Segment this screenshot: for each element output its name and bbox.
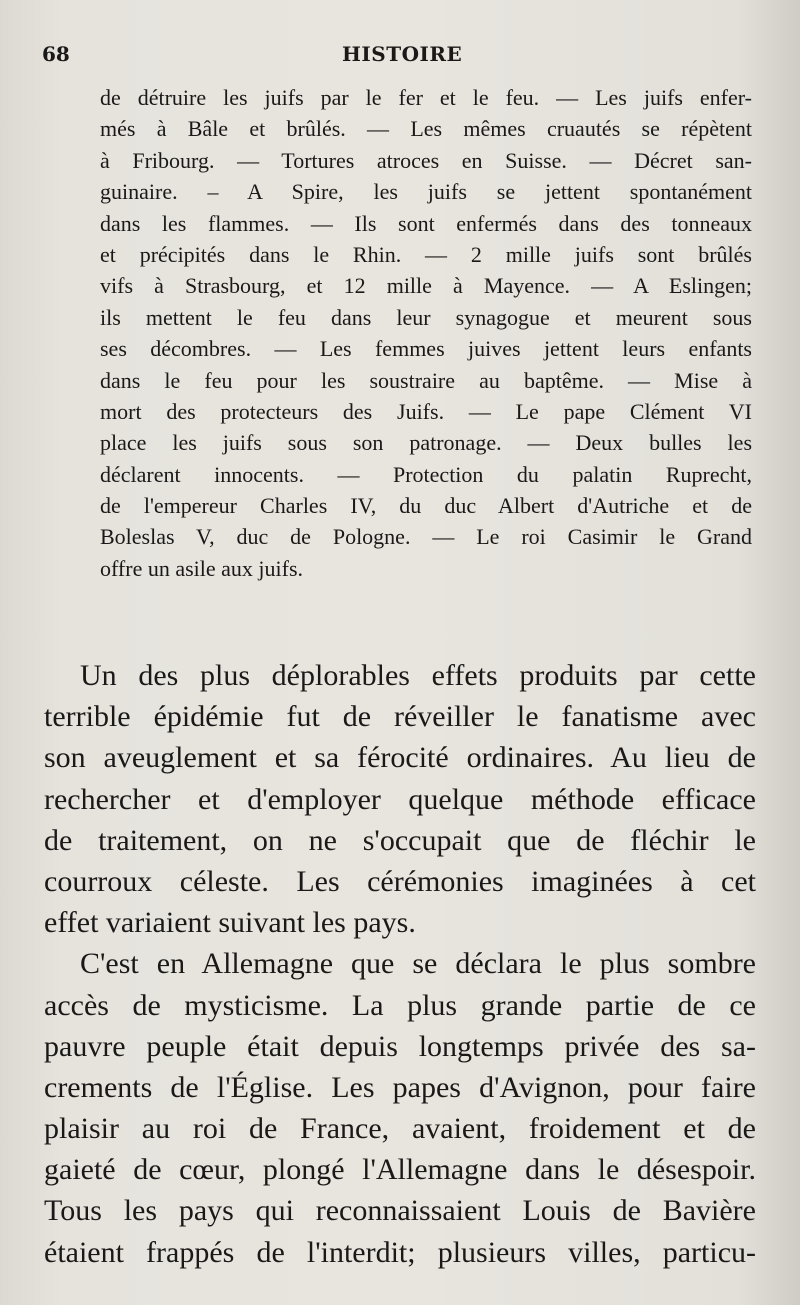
paragraph-line: Tous les pays qui reconnaissaient Louis de Bavière <box>44 1194 756 1228</box>
summary-line: de l'empereur Charles IV, du duc Albert d'Autriche et de <box>100 493 752 519</box>
summary-line: Boleslas V, duc de Pologne. — Le roi Casimir le Grand <box>100 524 752 550</box>
summary-line: dans les flammes. — Ils sont enfermés dans des tonneaux <box>100 210 752 236</box>
paragraph-line: gaieté de cœur, plongé l'Allemagne dans le désespoir. <box>44 1153 756 1187</box>
summary-line: et précipités dans le Rhin. — 2 mille juifs sont brûlés <box>100 241 752 267</box>
paragraph-line: terrible épidémie fut de réveiller le fanatisme avec <box>44 700 756 734</box>
summary-line: vifs à Strasbourg, et 12 mille à Mayence. — A Eslingen; <box>100 273 752 299</box>
summary-line: place les juifs sous son patronage. — Deux bulles les <box>100 430 752 456</box>
paragraph-line: C'est en Allemagne que se déclara le plus sombre <box>80 947 756 981</box>
paragraph-line: son aveuglement et sa férocité ordinaires. Au lieu de <box>44 741 756 775</box>
paragraph-line: rechercher et d'employer quelque méthode efficace <box>44 782 756 816</box>
paragraph-line: accès de mysticisme. La plus grande partie de ce <box>44 988 756 1022</box>
paragraph-line: effet variaient suivant les pays. <box>44 906 416 940</box>
paragraph-line: pauvre peuple était depuis longtemps privée des sa- <box>44 1029 756 1063</box>
summary-line: ses décombres. — Les femmes juives jettent leurs enfants <box>100 336 752 362</box>
summary-line: ils mettent le feu dans leur synagogue et meurent sous <box>100 304 752 330</box>
summary-line: més à Bâle et brûlés. — Les mêmes cruautés se répètent <box>100 116 752 142</box>
page-number: 68 <box>42 42 70 66</box>
paragraph-2 <box>44 943 756 1273</box>
summary-line: offre un asile aux juifs. <box>100 555 304 581</box>
summary-line: à Fribourg. — Tortures atroces en Suisse. — Décret san- <box>100 147 752 173</box>
paragraph-line: courroux céleste. Les cérémonies imaginées à cet <box>44 864 756 898</box>
paragraph-line: étaient frappés de l'interdit; plusieurs villes, particu- <box>44 1235 756 1269</box>
paragraph-line: plaisir au roi de France, avaient, froidement et de <box>44 1112 756 1146</box>
body-text <box>44 655 756 1273</box>
page-header <box>42 40 782 70</box>
paragraph-line: crements de l'Église. Les papes d'Avignon, pour faire <box>44 1070 756 1104</box>
summary-line: guinaire. – A Spire, les juifs se jettent spontanément <box>100 179 752 205</box>
summary-line: de détruire les juifs par le fer et le feu. — Les juifs enfer- <box>100 85 752 110</box>
summary-line: mort des protecteurs des Juifs. — Le pape Clément VI <box>100 398 752 424</box>
running-head: HISTOIRE <box>342 42 463 66</box>
paragraph-1 <box>44 655 756 943</box>
paragraph-line: Un des plus déplorables effets produits par cette <box>80 659 756 692</box>
chapter-summary <box>100 82 752 584</box>
summary-line: déclarent innocents. — Protection du palatin Ruprecht, <box>100 461 752 487</box>
summary-line: dans le feu pour les soustraire au baptême. — Mise à <box>100 367 752 393</box>
paragraph-line: de traitement, on ne s'occupait que de fléchir le <box>44 823 756 857</box>
